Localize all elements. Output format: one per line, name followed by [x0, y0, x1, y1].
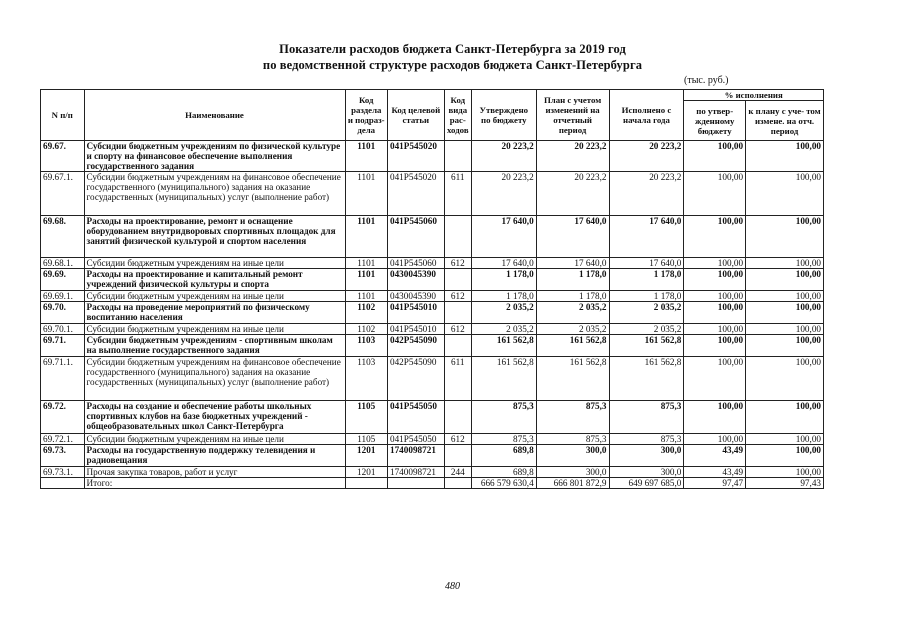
report-title-line1: Показатели расходов бюджета Санкт-Петербурга за 2019 год [279, 42, 626, 56]
row-pct-plan: 100,00 [746, 401, 824, 434]
header-pct-plan: к плану с уче- том измене. на отч. период [746, 101, 824, 141]
total-target [387, 478, 444, 489]
header-section: Код раздела и подраз- дела [345, 90, 387, 141]
header-pct-group: % исполнения [684, 90, 824, 101]
row-approved: 161 562,8 [471, 335, 536, 357]
row-executed: 17 640,0 [609, 258, 684, 269]
row-name: Субсидии бюджетным учреждениям на финансовое обеспечение государственного (муниципального) задания на оказание государственных (муниципальных) услуг (выполнение работ) [84, 172, 345, 216]
units-label: (тыс. руб.) [684, 75, 729, 86]
row-approved: 17 640,0 [471, 258, 536, 269]
table-row [41, 467, 824, 478]
table-row [41, 357, 824, 401]
row-executed: 1 178,0 [609, 269, 684, 291]
row-approved: 875,3 [471, 434, 536, 445]
total-executed: 649 697 685,0 [609, 478, 684, 489]
row-section-code: 1201 [345, 467, 387, 478]
row-pct-approved: 100,00 [684, 258, 746, 269]
row-target-code: 041P545020 [387, 141, 444, 172]
row-pct-plan: 100,00 [746, 434, 824, 445]
row-executed: 1 178,0 [609, 291, 684, 302]
total-pct-plan: 97,43 [746, 478, 824, 489]
row-section-code: 1103 [345, 357, 387, 401]
row-pct-approved: 100,00 [684, 324, 746, 335]
row-pct-plan: 100,00 [746, 141, 824, 172]
row-pct-approved: 100,00 [684, 434, 746, 445]
row-plan: 2 035,2 [536, 302, 609, 324]
table-row [41, 291, 824, 302]
row-pct-approved: 100,00 [684, 302, 746, 324]
row-pct-plan: 100,00 [746, 445, 824, 467]
total-row [41, 478, 824, 489]
total-type [444, 478, 471, 489]
row-name: Субсидии бюджетным учреждениям на иные цели [84, 324, 345, 335]
header-plan: План с учетом изменений на отчетный период [536, 90, 609, 141]
row-name: Прочая закупка товаров, работ и услуг [84, 467, 345, 478]
row-executed: 17 640,0 [609, 216, 684, 258]
row-executed: 300,0 [609, 467, 684, 478]
row-pct-plan: 100,00 [746, 357, 824, 401]
row-type-code: 612 [444, 291, 471, 302]
row-plan: 300,0 [536, 445, 609, 467]
row-pct-plan: 100,00 [746, 324, 824, 335]
row-section-code: 1102 [345, 324, 387, 335]
row-pct-plan: 100,00 [746, 302, 824, 324]
row-plan: 875,3 [536, 434, 609, 445]
row-target-code: 041P545050 [387, 401, 444, 434]
row-executed: 300,0 [609, 445, 684, 467]
row-pct-plan: 100,00 [746, 335, 824, 357]
row-target-code: 041P545010 [387, 324, 444, 335]
row-pct-approved: 100,00 [684, 269, 746, 291]
row-section-code: 1101 [345, 291, 387, 302]
row-name: Субсидии бюджетным учреждениям на иные цели [84, 434, 345, 445]
table-row [41, 445, 824, 467]
row-section-code: 1101 [345, 216, 387, 258]
row-approved: 689,8 [471, 445, 536, 467]
row-type-code: 612 [444, 324, 471, 335]
row-num: 69.72.1. [41, 434, 85, 445]
row-pct-plan: 100,00 [746, 467, 824, 478]
row-type-code [444, 445, 471, 467]
header-name: Наименование [84, 90, 345, 141]
row-executed: 2 035,2 [609, 324, 684, 335]
table-row [41, 401, 824, 434]
row-num: 69.68. [41, 216, 85, 258]
header-pct-approved: по утвер- жденному бюджету [684, 101, 746, 141]
header-approved: Утверждено по бюджету [471, 90, 536, 141]
table-row [41, 302, 824, 324]
row-name: Расходы на государственную поддержку телевидения и радиовещания [84, 445, 345, 467]
row-section-code: 1105 [345, 401, 387, 434]
row-num: 69.71.1. [41, 357, 85, 401]
row-executed: 161 562,8 [609, 357, 684, 401]
total-plan: 666 801 872,9 [536, 478, 609, 489]
row-executed: 20 223,2 [609, 141, 684, 172]
table-row [41, 335, 824, 357]
row-name: Субсидии бюджетным учреждениям по физической культуре и спорту на финансовое обеспечение выполнения государственного задания [84, 141, 345, 172]
row-target-code: 041P545050 [387, 434, 444, 445]
row-pct-plan: 100,00 [746, 216, 824, 258]
row-name: Расходы на проведение мероприятий по физическому воспитанию населения [84, 302, 345, 324]
row-type-code [444, 269, 471, 291]
row-section-code: 1105 [345, 434, 387, 445]
row-approved: 2 035,2 [471, 302, 536, 324]
table-row [41, 324, 824, 335]
row-section-code: 1103 [345, 335, 387, 357]
row-target-code: 0430045390 [387, 291, 444, 302]
row-pct-approved: 100,00 [684, 357, 746, 401]
total-pct-approved: 97,47 [684, 478, 746, 489]
header-target: Код целевой статьи [387, 90, 444, 141]
row-target-code: 1740098721 [387, 467, 444, 478]
row-target-code: 042P545090 [387, 335, 444, 357]
row-executed: 20 223,2 [609, 172, 684, 216]
row-pct-plan: 100,00 [746, 291, 824, 302]
total-label: Итого: [84, 478, 345, 489]
row-name: Субсидии бюджетным учреждениям на финансовое обеспечение государственного (муниципального) задания на оказание государственных (муниципальных) услуг (выполнение работ) [84, 357, 345, 401]
table-row [41, 172, 824, 216]
row-approved: 161 562,8 [471, 357, 536, 401]
row-plan: 20 223,2 [536, 141, 609, 172]
row-num: 69.73.1. [41, 467, 85, 478]
row-section-code: 1101 [345, 172, 387, 216]
table-body [41, 141, 824, 489]
row-type-code: 244 [444, 467, 471, 478]
row-type-code [444, 335, 471, 357]
row-type-code [444, 302, 471, 324]
total-approved: 666 579 630,4 [471, 478, 536, 489]
row-name: Расходы на проектирование и капитальный ремонт учреждений физической культуры и спорта [84, 269, 345, 291]
row-executed: 2 035,2 [609, 302, 684, 324]
row-plan: 17 640,0 [536, 216, 609, 258]
row-num: 69.69.1. [41, 291, 85, 302]
row-num: 69.67.1. [41, 172, 85, 216]
row-plan: 161 562,8 [536, 357, 609, 401]
row-approved: 17 640,0 [471, 216, 536, 258]
row-pct-approved: 43,49 [684, 445, 746, 467]
row-type-code: 611 [444, 172, 471, 216]
row-num: 69.70. [41, 302, 85, 324]
row-target-code: 1740098721 [387, 445, 444, 467]
row-name: Расходы на проектирование, ремонт и оснащение оборудованием внутридворовых спортивных площадок для занятий физической культурой и спортом населения [84, 216, 345, 258]
table-row [41, 269, 824, 291]
row-type-code [444, 216, 471, 258]
row-plan: 161 562,8 [536, 335, 609, 357]
row-section-code: 1102 [345, 302, 387, 324]
row-section-code: 1101 [345, 258, 387, 269]
row-pct-approved: 100,00 [684, 172, 746, 216]
row-num: 69.71. [41, 335, 85, 357]
row-plan: 20 223,2 [536, 172, 609, 216]
row-pct-plan: 100,00 [746, 269, 824, 291]
table-row [41, 216, 824, 258]
row-section-code: 1101 [345, 141, 387, 172]
row-num: 69.69. [41, 269, 85, 291]
row-pct-approved: 100,00 [684, 335, 746, 357]
row-pct-approved: 100,00 [684, 216, 746, 258]
row-plan: 1 178,0 [536, 291, 609, 302]
row-num: 69.72. [41, 401, 85, 434]
row-target-code: 041P545060 [387, 258, 444, 269]
row-name: Субсидии бюджетным учреждениям на иные цели [84, 291, 345, 302]
row-target-code: 041P545010 [387, 302, 444, 324]
row-num: 69.73. [41, 445, 85, 467]
row-plan: 1 178,0 [536, 269, 609, 291]
row-type-code: 612 [444, 258, 471, 269]
row-approved: 20 223,2 [471, 141, 536, 172]
row-type-code [444, 401, 471, 434]
row-pct-plan: 100,00 [746, 258, 824, 269]
total-num [41, 478, 85, 489]
table-row [41, 434, 824, 445]
table-row [41, 258, 824, 269]
row-section-code: 1201 [345, 445, 387, 467]
row-target-code: 041P545060 [387, 216, 444, 258]
row-approved: 20 223,2 [471, 172, 536, 216]
page-number: 480 [445, 581, 460, 592]
row-type-code: 611 [444, 357, 471, 401]
row-target-code: 042P545090 [387, 357, 444, 401]
row-type-code: 612 [444, 434, 471, 445]
row-approved: 875,3 [471, 401, 536, 434]
row-pct-approved: 100,00 [684, 141, 746, 172]
header-num: N п/п [41, 90, 85, 141]
row-pct-approved: 100,00 [684, 291, 746, 302]
row-target-code: 041P545020 [387, 172, 444, 216]
row-plan: 875,3 [536, 401, 609, 434]
row-approved: 1 178,0 [471, 269, 536, 291]
row-name: Субсидии бюджетным учреждениям на иные цели [84, 258, 345, 269]
row-executed: 161 562,8 [609, 335, 684, 357]
row-plan: 17 640,0 [536, 258, 609, 269]
header-type: Код вида рас- ходов [444, 90, 471, 141]
report-title-line2: по ведомственной структуре расходов бюджета Санкт-Петербурга [262, 58, 643, 72]
header-executed: Исполнено с начала года [609, 90, 684, 141]
row-target-code: 0430045390 [387, 269, 444, 291]
expenditure-table [40, 89, 824, 489]
row-section-code: 1101 [345, 269, 387, 291]
row-type-code [444, 141, 471, 172]
row-pct-plan: 100,00 [746, 172, 824, 216]
row-approved: 1 178,0 [471, 291, 536, 302]
total-section [345, 478, 387, 489]
row-approved: 2 035,2 [471, 324, 536, 335]
row-executed: 875,3 [609, 434, 684, 445]
table-row [41, 141, 824, 172]
row-plan: 300,0 [536, 467, 609, 478]
row-num: 69.68.1. [41, 258, 85, 269]
row-num: 69.70.1. [41, 324, 85, 335]
row-plan: 2 035,2 [536, 324, 609, 335]
row-pct-approved: 43,49 [684, 467, 746, 478]
row-executed: 875,3 [609, 401, 684, 434]
row-pct-approved: 100,00 [684, 401, 746, 434]
row-num: 69.67. [41, 141, 85, 172]
row-name: Субсидии бюджетным учреждениям - спортивным школам на выполнение государственного задания [84, 335, 345, 357]
row-approved: 689,8 [471, 467, 536, 478]
row-name: Расходы на создание и обеспечение работы школьных спортивных клубов на базе бюджетных учреждений - общеобразовательных школ Санкт-Петербурга [84, 401, 345, 434]
